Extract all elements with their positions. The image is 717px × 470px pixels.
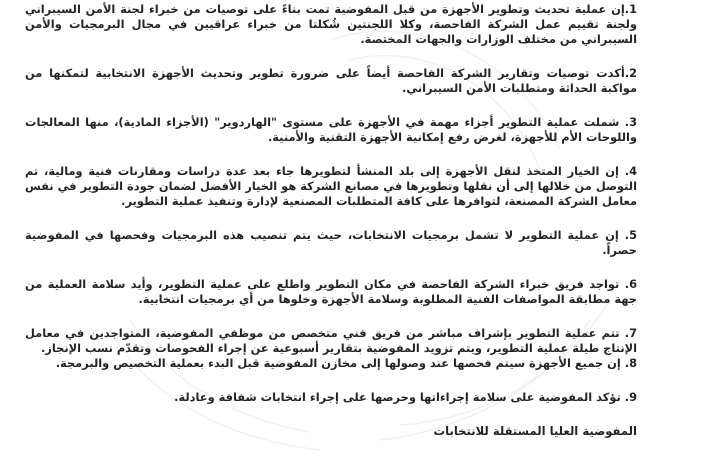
statement-text [25, 2, 637, 439]
paragraph-3: 3. شملت عملية التطوير أجزاء مهمة في الأجهزة على مستوى "الهاردوير" (الأجزاء المادية)، منها المعالجات واللوحات الأم للأجهزة، لغرض رفع إمكانية الأجهزة التقنية والأمنية. [25, 115, 637, 144]
paragraph-5: 5. إن عملية التطوير لا تشمل برمجيات الانتخابات، حيث يتم تنصيب هذه البرمجيات وفحصها في المفوضية حصراً. [25, 228, 637, 257]
paragraph-4: 4. إن الخيار المتخذ لنقل الأجهزة إلى بلد المنشأ لتطويرها جاء بعد عدة دراسات ومقارنات فنية ومالية، تم التوصل من خلالها إلى أن نقلها وتطويرها في مصانع الشركة هو الخيار الأفضل لضمان جودة التطوير في نفس معامل الشركة المصنعة، لتوافرها على كافة المتطلبات المصنعية لإدارة وتنفيذ عملية التطوير. [25, 164, 637, 208]
paragraph-6: 6. تواجد فريق خبراء الشركة الفاحصة في مكان التطوير واطلع على عملية التطوير، وأيد سلامة العملية من جهة مطابقة المواصفات الفنية المطلوبة وسلامة الأجهزة وخلوها من أي برمجيات انتخابية. [25, 277, 637, 306]
paragraph-7: 7. تتم عملية التطوير بإشراف مباشر من فريق فني متخصص من موظفي المفوضية، المتواجدين في معامل الإنتاج طيلة عملية التطوير، ويتم تزويد المفوضية بتقارير أسبوعية عن إجراء الفحوصات وتقدّم نسب الإنجاز. [25, 326, 637, 355]
paragraph-1: 1.إن عملية تحديث وتطوير الأجهزة من قبل المفوضية تمت بناءً على توصيات من خبراء لجنة الأمن السيبراني ولجنة تقييم عمل الشركة الفاحصة، وكلا اللجنتين شُكلتا من خبراء عراقيين في مجال البرمجيات والأمن السيبراني من مختلف الوزارات والجهات المختصة. [25, 2, 637, 46]
paragraph-9: 9. تؤكد المفوضية على سلامة إجراءاتها وحرصها على إجراء انتخابات شفافة وعادلة. [174, 390, 637, 404]
paragraph-2: 2.أكدت توصيات وتقارير الشركة الفاحصة أيضاً على ضرورة تطوير وتحديث الأجهزة الانتخابية لتمكنها من مواكبة الحداثة ومتطلبات الأمن السيبراني. [25, 66, 637, 95]
paragraph-8: 8. إن جميع الأجهزة سيتم فحصها عند وصولها إلى مخازن المفوضية قبل البدء بعملية التخصيص والبرمجة. [55, 356, 637, 370]
signature: المفوضية العليا المستقلة للانتخابات [433, 424, 637, 438]
